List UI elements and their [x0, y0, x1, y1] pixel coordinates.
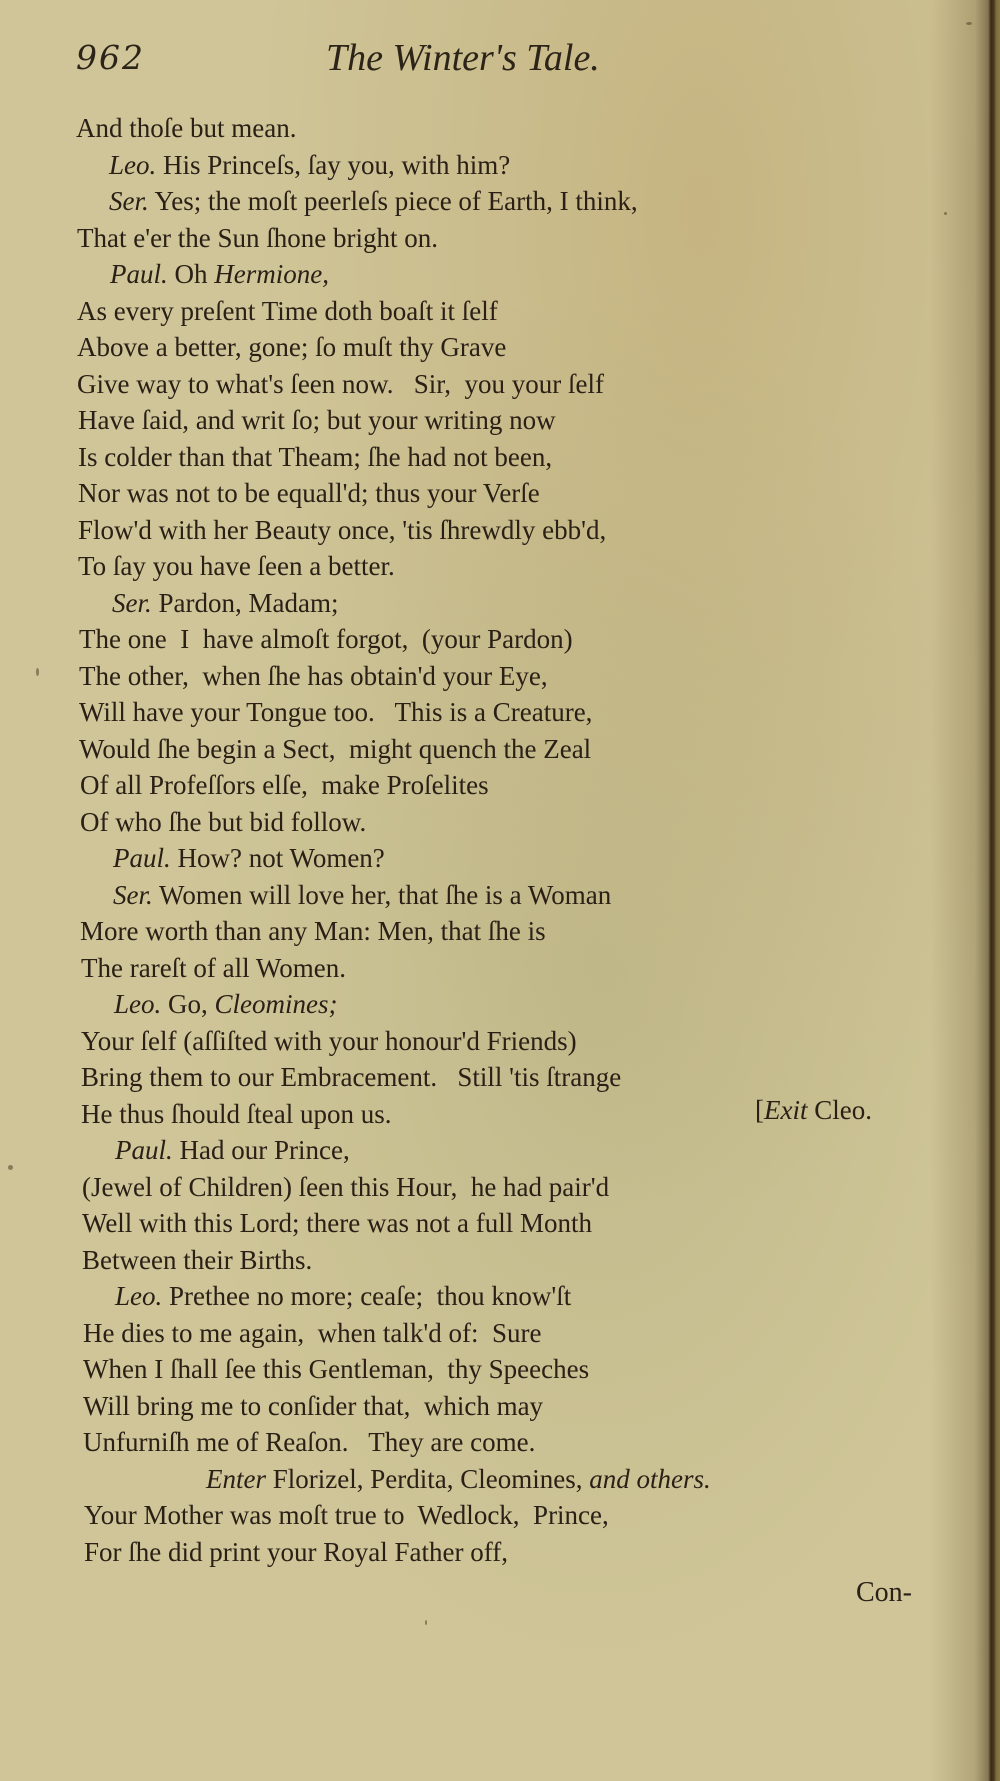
paper-speck [36, 668, 39, 676]
line-text: Your Mother was moſt true to Wedlock, Prince, [84, 1500, 609, 1530]
speaker-name: Paul. [110, 259, 168, 289]
speech-line [109, 183, 638, 219]
speaker-name: Leo. [114, 989, 162, 1019]
line-text: How? not Women? [170, 843, 385, 873]
speech-line [115, 1132, 350, 1168]
verse-line [84, 1534, 508, 1570]
italic-name: and others. [589, 1464, 711, 1494]
speech-line [110, 256, 329, 292]
line-text: For ſhe did print your Royal Father off, [84, 1537, 508, 1567]
stage-direction-exit [755, 1092, 872, 1128]
line-text: Unfurniſh me of Reaſon. They are come. [83, 1427, 536, 1457]
verse-line [78, 439, 552, 475]
speech-line [114, 986, 337, 1022]
verse-line [84, 1497, 609, 1533]
verse-line [82, 1242, 312, 1278]
verse-line [81, 1096, 391, 1132]
speaker-name: Leo. [115, 1281, 163, 1311]
line-text: Prethee no more; ceaſe; thou know'ſt [162, 1281, 572, 1311]
verse-line [83, 1388, 543, 1424]
line-text: The other, when ſhe has obtain'd your Eye, [79, 661, 548, 691]
verse-line [80, 804, 366, 840]
verse-line [76, 110, 296, 146]
verse-line [80, 767, 489, 803]
line-text: Have ſaid, and writ ſo; but your writing now [78, 405, 556, 435]
stage-direction-keyword: Enter [206, 1464, 266, 1494]
line-text: Of all Profeſſors elſe, make Proſelites [80, 770, 489, 800]
speech-line [115, 1278, 571, 1314]
verse-line [78, 548, 395, 584]
line-text: As every preſent Time doth boaſt it ſelf [77, 296, 498, 326]
verse-line [79, 694, 592, 730]
line-text: That e'er the Sun ſhone bright on. [77, 223, 439, 253]
verse-line [78, 402, 556, 438]
speaker-name: Ser. [109, 186, 149, 216]
verse-line [79, 658, 548, 694]
paper-speck [425, 1620, 427, 1625]
line-text: Well with this Lord; there was not a full Month [82, 1208, 592, 1238]
line-text: Had our Prince, [172, 1135, 350, 1165]
line-text: Florizel, Perdita, Cleomines, [266, 1464, 590, 1494]
line-text: Nor was not to be equall'd; thus your Verſe [78, 478, 540, 508]
line-text: Will bring me to conſider that, which may [83, 1391, 544, 1421]
line-text: Flow'd with her Beauty once, 'tis ſhrewdly ebb'd, [78, 515, 607, 545]
verse-line [79, 621, 573, 657]
verse-line [82, 1205, 592, 1241]
catchword: Con- [856, 1577, 912, 1608]
line-text: He dies to me again, when talk'd of: Sure [83, 1318, 542, 1348]
line-text: To ſay you have ſeen a better. [78, 551, 395, 581]
exit-word: Exit [764, 1095, 808, 1125]
speaker-name: Paul. [115, 1135, 173, 1165]
verse-line [83, 1424, 535, 1460]
speaker-name: Leo. [109, 150, 157, 180]
paper-speck [944, 212, 947, 215]
speech-line [109, 147, 510, 183]
line-text: Will have your Tongue too. This is a Creature, [79, 697, 593, 727]
exit-character: Cleo. [807, 1095, 872, 1125]
line-text: Oh [167, 259, 215, 289]
line-text: Would ſhe begin a Sect, might quench the Zeal [79, 734, 592, 764]
verse-line [77, 366, 604, 402]
line-text: Pardon, Madam; [151, 588, 339, 618]
stage-direction [206, 1461, 711, 1497]
line-text: (Jewel of Children) ſeen this Hour, he had pair'd [82, 1172, 610, 1202]
line-text: When I ſhall ſee this Gentleman, thy Speeches [83, 1354, 590, 1384]
verse-line [78, 475, 540, 511]
verse-line [77, 220, 438, 256]
speech-line [113, 877, 611, 913]
line-text: He thus ſhould ſteal upon us. [81, 1099, 392, 1129]
line-text: Go, [161, 989, 215, 1019]
exit-bracket: [ [755, 1095, 764, 1125]
line-text: More worth than any Man: Men, that ſhe is [80, 916, 546, 946]
speaker-name: Paul. [113, 843, 171, 873]
line-text: Of who ſhe but bid follow. [80, 807, 367, 837]
verse-line [79, 731, 591, 767]
line-text: Is colder than that Theam; ſhe had not been, [78, 442, 553, 472]
verse-line [81, 1023, 577, 1059]
verse-line [80, 913, 546, 949]
page-number: 962 [76, 38, 145, 77]
line-text: Women will love her, that ſhe is a Woman [152, 880, 612, 910]
verse-line [81, 1059, 621, 1095]
verse-line [78, 512, 606, 548]
verse-line [83, 1315, 542, 1351]
italic-name: Hermione, [214, 259, 329, 289]
speaker-name: Ser. [113, 880, 153, 910]
italic-name: Cleomines; [214, 989, 338, 1019]
line-text: Give way to what's ſeen now. Sir, you your ſelf [77, 369, 604, 399]
line-text: Your ſelf (aſſiſted with your honour'd Friends) [81, 1026, 577, 1056]
line-text: Between their Births. [82, 1245, 313, 1275]
speech-line [112, 585, 338, 621]
speaker-name: Ser. [112, 588, 152, 618]
verse-line [77, 293, 498, 329]
paper-speck [8, 1165, 13, 1170]
line-text: His Princeſs, ſay you, with him? [156, 150, 511, 180]
line-text: Yes; the moſt peerleſs piece of Earth, I think, [148, 186, 638, 216]
verse-line [83, 1351, 589, 1387]
paper-speck [966, 22, 972, 25]
line-text: The one I have almoſt forgot, (your Pardon) [79, 624, 573, 654]
verse-line [81, 950, 346, 986]
verse-line [82, 1169, 609, 1205]
line-text: Above a better, gone; ſo muſt thy Grave [77, 332, 507, 362]
line-text: Bring them to our Embracement. Still 'tis ſtrange [81, 1062, 622, 1092]
line-text: The rareſt of all Women. [81, 953, 346, 983]
line-text: And thoſe but mean. [76, 113, 297, 143]
speech-line [113, 840, 385, 876]
verse-line [77, 329, 506, 365]
running-title: The Winter's Tale. [326, 37, 600, 79]
